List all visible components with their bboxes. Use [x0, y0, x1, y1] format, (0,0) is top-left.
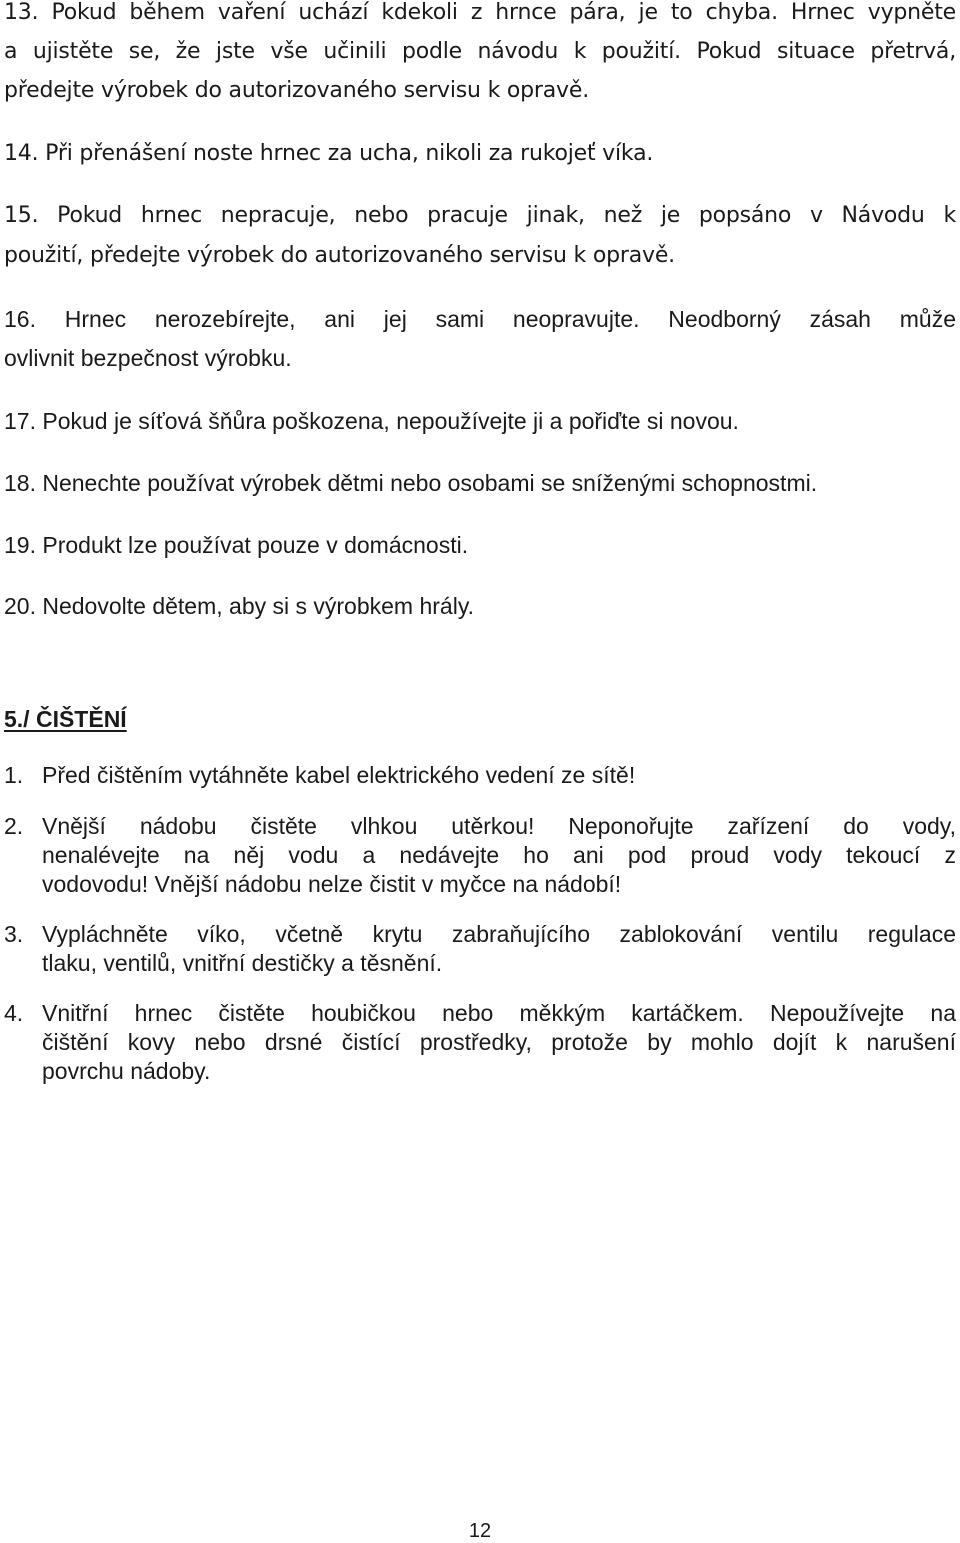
cleaning-item-line: vodovodu! Vnější nádobu nelze čistit v myčce na nádobí! — [42, 871, 622, 897]
cleaning-item-line: Vnější nádobu čistěte vlhkou utěrkou! Neponořujte zařízení do vody, — [42, 813, 956, 839]
safety-item-16-line-1: 16. Hrnec nerozebírejte, ani jej sami neopravujte. Neodborný zásah může — [4, 306, 956, 332]
safety-item-18: 18. Nenechte používat výrobek dětmi nebo osobami se sníženými schopnostmi. — [4, 470, 818, 496]
cleaning-item-line: povrchu nádoby. — [42, 1058, 211, 1084]
cleaning-item-line: Vnitřní hrnec čistěte houbičkou nebo měkkým kartáčkem. Nepoužívejte na — [42, 1000, 956, 1026]
page-number: 12 — [468, 1520, 492, 1542]
cleaning-item-number: 4. — [4, 1000, 24, 1026]
safety-item-13-line-3: předejte výrobek do autorizovaného servisu k opravě. — [4, 78, 589, 103]
cleaning-item-line: Před čištěním vytáhněte kabel elektrického vedení ze sítě! — [42, 762, 636, 788]
safety-item-14: 14. Při přenášení noste hrnec za ucha, nikoli za rukojeť víka. — [4, 141, 654, 166]
safety-item-19: 19. Produkt lze používat pouze v domácnosti. — [4, 532, 469, 558]
cleaning-item-line: tlaku, ventilů, vnitřní destičky a těsnění. — [42, 950, 443, 976]
safety-item-17: 17. Pokud je síťová šňůra poškozena, nepoužívejte ji a pořiďte si novou. — [4, 408, 739, 434]
safety-item-20: 20. Nedovolte dětem, aby si s výrobkem hrály. — [4, 593, 475, 619]
cleaning-item-number: 2. — [4, 813, 24, 839]
section-heading-cleaning: 5./ ČIŠTĚNÍ — [4, 706, 127, 732]
cleaning-item-number: 1. — [4, 762, 24, 788]
cleaning-item-line: nenalévejte na něj vodu a nedávejte ho ani pod proud vody tekoucí z — [42, 842, 956, 868]
safety-item-15-line-1: 15. Pokud hrnec nepracuje, nebo pracuje jinak, než je popsáno v Návodu k — [4, 203, 956, 228]
safety-item-16-line-2: ovlivnit bezpečnost výrobku. — [4, 345, 292, 371]
safety-item-15-line-2: použití, předejte výrobek do autorizovaného servisu k opravě. — [4, 243, 675, 268]
safety-item-13-line-1: 13. Pokud během vaření uchází kdekoli z hrnce pára, je to chyba. Hrnec vypněte — [4, 0, 956, 25]
cleaning-item-number: 3. — [4, 921, 24, 947]
cleaning-item-line: čištění kovy nebo drsné čistící prostředky, protože by mohlo dojít k narušení — [42, 1029, 956, 1055]
safety-item-13-line-2: a ujistěte se, že jste vše učinili podle návodu k použití. Pokud situace přetrvá, — [4, 39, 956, 64]
cleaning-item-line: Vypláchněte víko, včetně krytu zabraňujícího zablokování ventilu regulace — [42, 921, 956, 947]
